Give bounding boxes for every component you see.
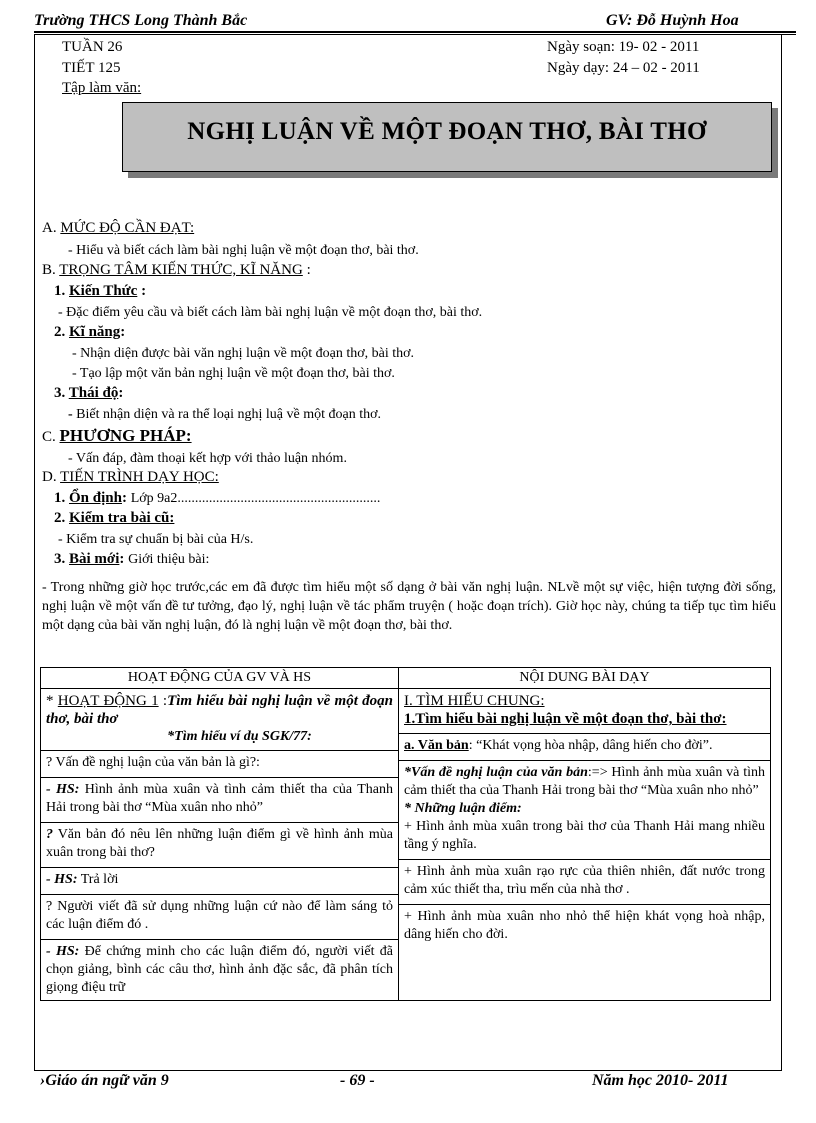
right-sec-title: I. TÌM HIỂU CHUNG: [404,693,545,709]
section-d1-suffix: : [121,490,131,506]
header-school: Trường THCS Long Thành Bắc [34,12,248,29]
section-b1-title: Kiến Thức [69,283,138,299]
left-a3-text: Để chứng minh cho các luận điểm đó, người viết đã chọn giảng, bình các câu thơ, hình ảnh đặc sắc, đã phân tích giọng điệu trữ [46,944,393,995]
left-a2 [41,867,398,889]
section-b2-line2: - Tạo lập một văn bản nghị luận về một đoạn thơ, bài thơ. [72,366,395,381]
section-b-prefix: B. [42,262,60,278]
section-b1-line: - Đặc điểm yêu cầu và biết cách làm bài nghị luận về một đoạn thơ, bài thơ. [58,305,483,320]
left-a3-label: - HS: [46,944,80,959]
footer-rule [34,1070,780,1071]
section-d3-num: 3. [54,551,69,567]
left-q2 [41,822,398,862]
lesson-table [40,667,771,1001]
right-a-colon: : [468,738,477,753]
intro-paragraph: - Trong những giờ học trước,các em đã được tìm hiểu một số dạng ở bài văn nghị luận. NLvề một sự việc, hiện tượng đời sống, nghị luận về một vấn đề tư tưởng, đạo lý, nghị luận về tác phẩm truyện ( hoặc đoạn trích). Giờ học này, chúng ta tiếp tục tìm hiểu một dạng của bài văn nghị luận, đó là nghị luận về một đoạn thơ, bài thơ. [42,580,776,633]
right-c-label: * Những luận điểm: [404,801,522,816]
right-b-label: *Vấn đề nghị luận của văn bản [404,765,588,780]
footer-page: - 69 - [340,1072,375,1089]
week-label: TUẦN 26 [62,39,123,55]
left-q1: ? Vấn đề nghị luận của văn bản là gì?: [41,750,398,772]
section-c-line: - Vấn đáp, đàm thoại kết hợp với thảo luận nhóm. [68,451,347,466]
footer-book-text: Giáo án ngữ văn 9 [45,1072,169,1089]
section-d2-num: 2. [54,510,69,526]
section-d1-text: Lớp 9a2.......................................................... [130,491,381,506]
section-a-title: MỨC ĐỘ CẦN ĐẠT: [60,220,195,236]
left-q2-mark: ? [46,827,53,842]
date-taught: Ngày dạy: 24 – 02 - 2011 [547,60,700,76]
activity-title: Tìm hiểu bài nghị luận về một đoạn thơ, bài thơ [46,693,393,727]
left-a1-label: - HS: [46,782,80,797]
section-b3-suffix: : [118,385,124,401]
section-b-heading [42,262,311,279]
section-b1-heading [54,283,146,300]
section-b2-heading [54,324,125,341]
section-d3-text: Giới thiệu bài: [128,552,210,567]
activity-label: HOẠT ĐỘNG 1 [57,693,159,709]
section-c-prefix: C. [42,429,60,445]
right-cell [399,689,771,1001]
section-a-prefix: A. [42,220,61,236]
right-a-text: “Khát vọng hòa nhập, dâng hiến cho đời”. [476,738,713,753]
activity-heading [46,692,393,728]
footer-year: Năm học 2010- 2011 [592,1072,729,1089]
section-d1-title: Ổn định [69,490,122,506]
section-d-heading [42,469,219,486]
date-prepared: Ngày soạn: 19- 02 - 2011 [547,39,700,55]
section-b-title: TRỌNG TÂM KIẾN THỨC, KĨ NĂNG [59,262,303,278]
section-b3-line [68,406,381,423]
left-q3: ? Người viết đã sử dụng những luận cứ nào để làm sáng tỏ các luận điểm đó . [41,894,398,934]
left-a1-text: Hình ảnh mùa xuân và tình cảm thiết tha của Thanh Hải trong bài thơ “Mùa xuân nho nhỏ” [46,782,393,815]
section-d3-line [54,551,209,568]
lesson-title-box [122,102,772,172]
section-b2-suffix: : [120,324,126,340]
right-a [399,733,770,755]
section-b2-line1: - Nhận diện được bài văn nghị luận về một đoạn thơ, bài thơ. [72,346,415,361]
section-b3-title: Thái độ [68,385,119,401]
left-a1 [41,777,398,817]
section-b3-heading [54,385,123,402]
col-left-header: HOẠT ĐỘNG CỦA GV VÀ HS [41,668,399,689]
section-b-suffix: : [302,262,311,278]
right-a-label [404,738,469,753]
table-row [41,689,771,1001]
footer-mark: › [40,1072,46,1089]
section-b2-num: 2. [54,324,69,340]
header-teacher: GV: Đỗ Huỳnh Hoa [606,12,739,29]
left-a2-text: Trả lời [77,872,119,887]
section-b3-dash: - [68,407,77,422]
section-b3-num: 3. [54,385,69,401]
right-a-label-text: a. Văn bản [404,738,469,753]
period-label: TIẾT 125 [62,60,121,76]
header-rule [34,31,796,33]
right-c-point2: + Hình ảnh mùa xuân rạo rực của thiên nhiên, đất nước trong cảm xúc thiết tha, trìu mến của nhà thơ . [399,859,770,899]
right-b [399,760,770,800]
activity-sub: *Tìm hiểu ví dụ SGK/77: [167,729,312,744]
section-d3-suffix: : [119,551,129,567]
section-d1-line [54,490,380,507]
footer-book [40,1072,169,1090]
section-d-prefix: D. [42,469,61,485]
section-b1-num: 1. [54,283,69,299]
subject-label: Tập làm văn: [62,80,142,96]
left-a2-label: - HS: [46,872,78,887]
right-c-point3: + Hình ảnh mùa xuân nho nhỏ thể hiện khát vọng hoà nhập, dâng hiến cho đời. [399,904,770,944]
activity-star: * [46,693,58,709]
section-b1-suffix: : [137,283,147,299]
section-d1-num: 1. [54,490,69,506]
right-sub-title: 1.Tìm hiểu bài nghị luận về một đoạn thơ, bài thơ: [404,711,727,727]
activity-colon: : [158,693,168,709]
section-b2-title: Kĩ năng [69,324,121,340]
right-c-point1: + Hình ảnh mùa xuân trong bài thơ của Thanh Hải mang nhiều tầng ý nghĩa. [404,819,765,852]
left-q2-text: Văn bản đó nêu lên những luận điểm gì về hình ảnh mùa xuân trong bài thơ? [46,827,393,860]
section-b3-text: Biết nhận diện và ra thể loại nghị luậ về một đoạn thơ. [76,407,381,422]
section-d2-heading [54,510,174,527]
section-d2-title: Kiểm tra bài cũ: [69,510,175,526]
section-c-title: PHƯƠNG PHÁP: [59,426,192,445]
left-cell [41,689,399,1001]
lesson-title: NGHỊ LUẬN VỀ MỘT ĐOẠN THƠ, BÀI THƠ [187,118,707,145]
section-d3-title: Bài mới [69,551,120,567]
right-b-text: :=> Hình ảnh mùa xuân và tình cảm thiết tha của Thanh Hải trong bài thơ “Mùa xuân nho nhỏ” [404,765,765,798]
section-a-heading [42,220,194,237]
left-a3 [41,939,398,997]
col-right-header: NỘI DUNG BÀI DẠY [399,668,771,689]
section-d2-line: - Kiểm tra sự chuẩn bị bài của H/s. [58,532,254,547]
section-d-title: TIẾN TRÌNH DẠY HỌC: [60,469,219,485]
section-a-line: - Hiểu và biết cách làm bài nghị luận về một đoạn thơ, bài thơ. [68,243,419,258]
section-c-heading [42,426,192,446]
table-header-row [41,668,771,689]
